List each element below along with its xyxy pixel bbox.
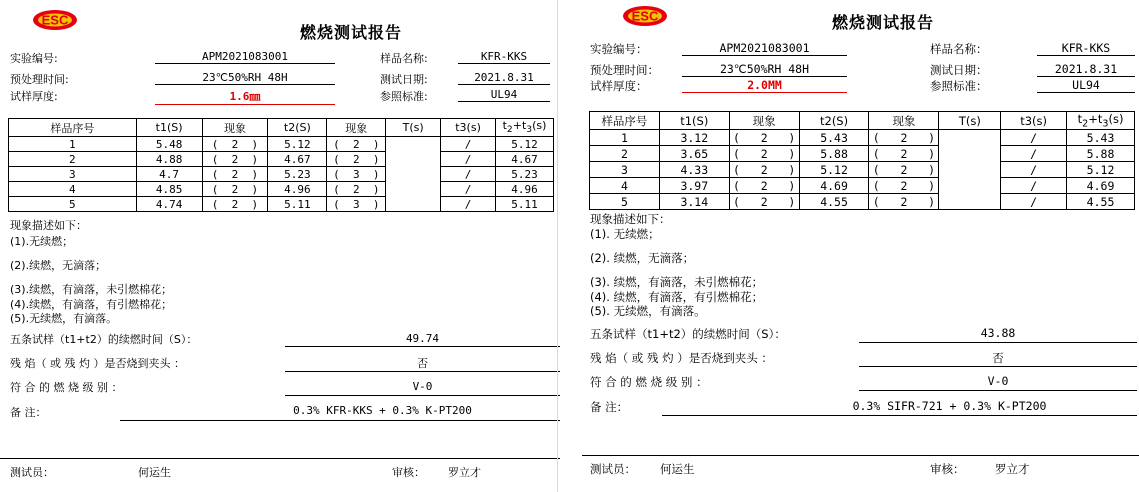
standard-value: UL94 (1037, 78, 1135, 93)
cell-T (939, 130, 1001, 210)
tester-name: 何运生 (138, 466, 171, 479)
header-phenomenon-2: 现象 (327, 119, 386, 137)
sum-time-underline (859, 342, 1137, 343)
header-t3: t3(s) (441, 119, 496, 137)
test-date-value: 2021.8.31 (1037, 62, 1135, 77)
reviewer-name: 罗立才 (448, 466, 481, 479)
sum-time-label: 五条试样（t1+t2）的续燃时间（S）： (10, 333, 198, 346)
header-t23-sub2: 2 (1082, 118, 1089, 130)
table-row (9, 137, 554, 152)
reviewer-name: 罗立才 (995, 462, 1030, 476)
header-sample-no: 样品序号 (590, 112, 660, 130)
clamp-underline (285, 371, 560, 372)
cell-t3: / (441, 197, 496, 212)
cell-phenomenon-2: ( 2 ) (869, 178, 939, 194)
cell-phenomenon-2: ( 3 ) (327, 167, 386, 182)
page-divider (557, 0, 558, 492)
header-sample-no: 样品序号 (9, 119, 137, 137)
header-t2: t2(S) (268, 119, 327, 137)
table-row (9, 182, 554, 197)
remark-underline (662, 415, 1137, 416)
report-title: 燃烧测试报告 (300, 23, 403, 42)
standard-label: 参照标准: (380, 90, 428, 103)
sum-time-value: 43.88 (980, 326, 1016, 340)
header-t23-plus: +t (512, 119, 527, 133)
remark-value: 0.3% KFR-KKS + 0.3% K-PT200 (293, 404, 472, 417)
cell-t3: / (1001, 178, 1067, 194)
exp-no-value: APM2021083001 (155, 50, 335, 64)
cell-t3: / (1001, 162, 1067, 178)
cell-t23: 4.55 (1067, 194, 1135, 210)
clamp-label: 残 焰（ 或 残 灼 ）是否烧到夹头 ： (10, 357, 185, 370)
pretreat-label: 预处理时间: (10, 73, 69, 86)
grade-underline (859, 390, 1137, 391)
desc-item-1: (1). 无续燃； (590, 227, 660, 241)
tester-label: 测试员： (590, 462, 636, 476)
header-t23-unit: (s) (1108, 112, 1124, 126)
sample-name-value: KFR-KKS (1037, 41, 1135, 56)
cell-t2: 4.96 (268, 182, 327, 197)
cell-phenomenon-1: ( 2 ) (202, 137, 268, 152)
grade-value: V-0 (987, 374, 1009, 388)
cell-t23: 5.43 (1067, 130, 1135, 146)
cell-t2: 5.12 (268, 137, 327, 152)
grade-underline (285, 395, 560, 396)
svg-text:ESC: ESC (41, 12, 69, 28)
cell-t2: 4.69 (799, 178, 869, 194)
header-t23-plus: +t (1088, 112, 1103, 126)
sample-name-label: 样品名称： (930, 42, 988, 56)
cell-no: 1 (590, 130, 660, 146)
header-t2: t2(S) (799, 112, 869, 130)
cell-phenomenon-2: ( 2 ) (869, 146, 939, 162)
cell-t23: 4.67 (496, 152, 554, 167)
header-phenomenon-1: 现象 (729, 112, 799, 130)
cell-t23: 5.88 (1067, 146, 1135, 162)
header-t1: t1(S) (659, 112, 729, 130)
header-t3: t3(s) (1001, 112, 1067, 130)
desc-item-2: (2).续燃，无滴落； (10, 259, 107, 272)
cell-t23: 5.12 (496, 137, 554, 152)
table-row (590, 178, 1135, 194)
cell-no: 1 (9, 137, 137, 152)
test-date-value: 2021.8.31 (458, 71, 550, 85)
cell-phenomenon-2: ( 2 ) (327, 137, 386, 152)
grade-value: V-0 (412, 380, 433, 393)
header-t23-sub3: 3 (1102, 118, 1109, 130)
header-t23-sub2: 2 (506, 124, 513, 136)
cell-t23: 4.69 (1067, 178, 1135, 194)
cell-phenomenon-1: ( 2 ) (729, 146, 799, 162)
thickness-label: 试样厚度： (590, 79, 648, 93)
report-title: 燃烧测试报告 (832, 13, 935, 32)
results-table (8, 118, 554, 212)
cell-t1: 3.12 (659, 130, 729, 146)
clamp-value: 否 (417, 357, 428, 370)
cell-no: 2 (590, 146, 660, 162)
pretreat-value: 23℃50%RH 48H (155, 71, 335, 85)
cell-phenomenon-2: ( 2 ) (327, 182, 386, 197)
remark-label: 备 注： (10, 406, 47, 419)
sum-time-label: 五条试样（t1+t2）的续燃时间（S）： (590, 327, 786, 341)
cell-t23: 5.11 (496, 197, 554, 212)
report-left (0, 0, 560, 492)
cell-t3: / (441, 137, 496, 152)
table-row (9, 152, 554, 167)
cell-phenomenon-1: ( 2 ) (202, 167, 268, 182)
header-t23-sub3: 3 (526, 124, 533, 136)
table-row (590, 130, 1135, 146)
cell-t3: / (441, 152, 496, 167)
desc-item-5: (5). 无续燃，有滴落。 (590, 304, 706, 318)
table-header-row (590, 112, 1135, 130)
sample-name-label: 样品名称: (380, 52, 428, 65)
desc-item-4: (4). 续燃，有滴落，有引燃棉花； (590, 290, 764, 304)
header-t23-unit: (s) (532, 119, 547, 133)
table-header-row (9, 119, 554, 137)
cell-t2: 5.43 (799, 130, 869, 146)
cell-phenomenon-1: ( 2 ) (202, 152, 268, 167)
cell-t1: 4.33 (659, 162, 729, 178)
cell-phenomenon-1: ( 2 ) (729, 130, 799, 146)
cell-no: 5 (590, 194, 660, 210)
results-table (589, 111, 1135, 210)
cell-t1: 5.48 (136, 137, 202, 152)
cell-phenomenon-1: ( 2 ) (729, 178, 799, 194)
thickness-value: 1.6㎜ (155, 88, 335, 105)
cell-t2: 5.88 (799, 146, 869, 162)
clamp-value: 否 (992, 351, 1004, 365)
cell-no: 4 (590, 178, 660, 194)
thickness-value: 2.0MM (682, 78, 847, 93)
cell-t3: / (1001, 130, 1067, 146)
header-t23-t: t (1077, 112, 1083, 126)
sum-time-value: 49.74 (405, 332, 440, 345)
footer-line (582, 455, 1139, 456)
desc-title: 现象描述如下： (590, 212, 671, 226)
cell-phenomenon-2: ( 2 ) (869, 194, 939, 210)
table-row (590, 146, 1135, 162)
table-row (590, 162, 1135, 178)
cell-phenomenon-2: ( 2 ) (869, 162, 939, 178)
grade-label: 符 合 的 燃 烧 级 别 ： (590, 375, 708, 389)
cell-t2: 4.55 (799, 194, 869, 210)
desc-item-3: (3).续燃，有滴落，未引燃棉花； (10, 283, 173, 296)
cell-phenomenon-1: ( 2 ) (729, 194, 799, 210)
reviewer-label: 审核： (930, 462, 965, 476)
pretreat-label: 预处理时间： (590, 63, 659, 77)
cell-t1: 4.88 (136, 152, 202, 167)
cell-t3: / (1001, 146, 1067, 162)
sum-time-underline (285, 346, 560, 347)
grade-label: 符 合 的 燃 烧 级 别 ： (10, 381, 123, 394)
desc-item-1: (1).无续燃； (10, 235, 74, 248)
thickness-label: 试样厚度: (10, 90, 58, 103)
report-right (582, 0, 1139, 492)
exp-no-label: 实验编号： (590, 42, 648, 56)
esc-logo-icon (622, 5, 668, 27)
cell-phenomenon-2: ( 2 ) (869, 130, 939, 146)
cell-t1: 4.85 (136, 182, 202, 197)
cell-no: 5 (9, 197, 137, 212)
table-row (9, 197, 554, 212)
table-row (590, 194, 1135, 210)
cell-t3: / (441, 182, 496, 197)
cell-phenomenon-2: ( 3 ) (327, 197, 386, 212)
header-T: T(s) (939, 112, 1001, 130)
header-t1: t1(S) (136, 119, 202, 137)
cell-t1: 4.7 (136, 167, 202, 182)
svg-text:ESC: ESC (631, 8, 659, 24)
desc-item-3: (3). 续燃，有滴落，未引燃棉花； (590, 275, 764, 289)
cell-no: 4 (9, 182, 137, 197)
tester-label: 测试员： (10, 466, 54, 479)
cell-t3: / (1001, 194, 1067, 210)
cell-t1: 4.74 (136, 197, 202, 212)
clamp-underline (859, 366, 1137, 367)
remark-underline (120, 420, 560, 421)
test-date-label: 测试日期: (380, 73, 428, 86)
cell-t2: 5.11 (268, 197, 327, 212)
pretreat-value: 23℃50%RH 48H (682, 62, 847, 77)
tester-name: 何运生 (660, 462, 695, 476)
cell-t1: 3.97 (659, 178, 729, 194)
header-phenomenon-1: 现象 (202, 119, 268, 137)
cell-t2: 5.23 (268, 167, 327, 182)
cell-t1: 3.14 (659, 194, 729, 210)
standard-value: UL94 (458, 88, 550, 102)
desc-item-4: (4).续燃，有滴落，有引燃棉花； (10, 298, 173, 311)
desc-item-2: (2). 续燃，无滴落； (590, 251, 695, 265)
exp-no-label: 实验编号: (10, 52, 58, 65)
cell-T (386, 137, 441, 212)
cell-t23: 4.96 (496, 182, 554, 197)
reviewer-label: 审核： (392, 466, 425, 479)
cell-no: 3 (9, 167, 137, 182)
esc-logo-icon (32, 9, 78, 31)
test-date-label: 测试日期： (930, 63, 988, 77)
cell-t1: 3.65 (659, 146, 729, 162)
header-t23-t: t (502, 119, 507, 133)
cell-t2: 5.12 (799, 162, 869, 178)
desc-item-5: (5).无续燃，有滴落。 (10, 312, 118, 325)
footer-line (0, 458, 560, 459)
cell-no: 2 (9, 152, 137, 167)
cell-t3: / (441, 167, 496, 182)
remark-value: 0.3% SIFR-721 + 0.3% K-PT200 (852, 399, 1047, 413)
header-T: T(s) (386, 119, 441, 137)
cell-phenomenon-2: ( 2 ) (327, 152, 386, 167)
cell-phenomenon-1: ( 2 ) (202, 182, 268, 197)
remark-label: 备 注： (590, 400, 629, 414)
exp-no-value: APM2021083001 (682, 41, 847, 56)
header-t2-plus-t3 (1067, 112, 1135, 130)
standard-label: 参照标准： (930, 79, 988, 93)
cell-phenomenon-1: ( 2 ) (202, 197, 268, 212)
cell-t23: 5.23 (496, 167, 554, 182)
header-phenomenon-2: 现象 (869, 112, 939, 130)
cell-no: 3 (590, 162, 660, 178)
clamp-label: 残 焰（ 或 残 灼 ）是否烧到夹头 ： (590, 351, 773, 365)
header-t2-plus-t3 (496, 119, 554, 137)
table-row (9, 167, 554, 182)
cell-phenomenon-1: ( 2 ) (729, 162, 799, 178)
desc-title: 现象描述如下： (10, 219, 87, 232)
cell-t2: 4.67 (268, 152, 327, 167)
cell-t23: 5.12 (1067, 162, 1135, 178)
sample-name-value: KFR-KKS (458, 50, 550, 64)
